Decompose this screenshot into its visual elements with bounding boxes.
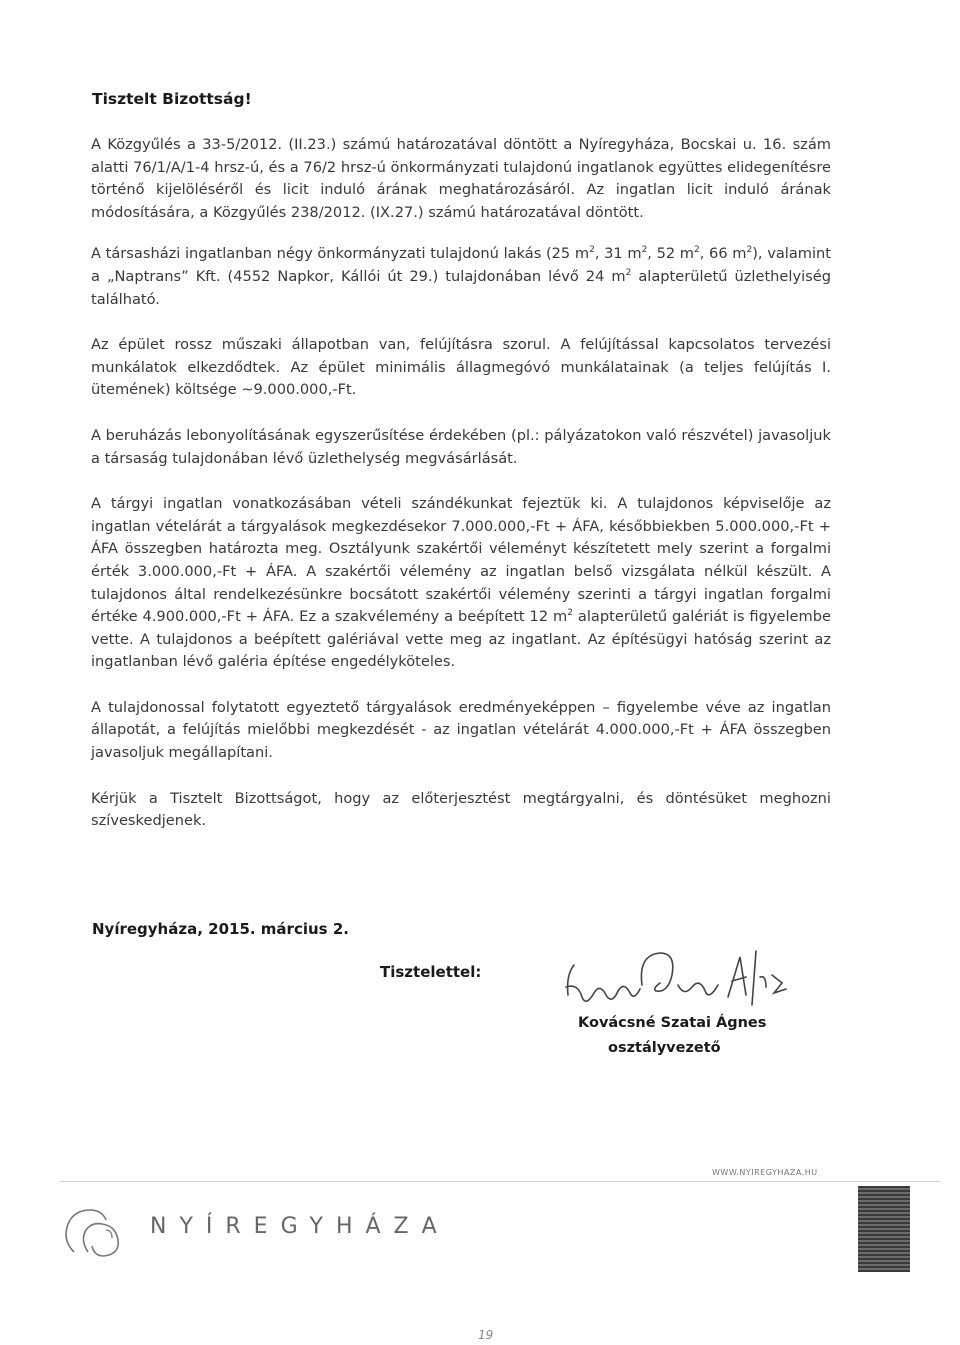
- superscript: 2: [746, 245, 753, 256]
- paragraph-5-text: A tárgyi ingatlan vonatkozásában vételi szándékunkat fejeztük ki. A tulajdonos képviselője az ingatlan vételárát a tárgyalások megkezdésekor 7.000.000,-Ft + ÁFA, későbbiekben 5.000.000,-Ft + ÁFA összegben határozta meg. Osztályunk szakértői véleményt készítetett mely szerint a forgalmi érték 3.000.000,-Ft + ÁFA. A szakértői vélemény az ingatlan belső vizsgálata nélkül készült. A tulajdonos által rendelkezésünkre bocsátott szakértői vélemény szerinti a tárgyi ingatlan forgalmi értéke 4.900.000,-Ft + ÁFA. Ez a szakvélemény a beépített 12 m: [91, 495, 831, 626]
- superscript: 2: [589, 245, 595, 256]
- paragraph-2-text: , 66 m: [699, 245, 747, 263]
- superscript: 2: [641, 245, 648, 256]
- signature-image: [560, 935, 800, 1020]
- footer-url: WWW.NYIREGYHAZA.HU: [712, 1168, 818, 1177]
- page-number: 19: [478, 1328, 494, 1342]
- paragraph-4: A beruházás lebonyolításának egyszerűsítése érdekében (pl.: pályázatokon való részvétel) javasoljuk a társaság tulajdonában lévő üzlethelység megvásárlását.: [91, 426, 831, 467]
- letter-body: [91, 134, 831, 856]
- paragraph-2-text: A társasházi ingatlanban négy önkormányzati tulajdonú lakás (25 m: [91, 245, 590, 263]
- paragraph-5-text: alapterületű galériát is figyelembe vette. A tulajdonos a beépített galériával vette meg az ingatlant. Az építésügyi hatóság szerint az ingatlanban lévő galéria építése engedélyköteles.: [91, 608, 831, 671]
- paragraph-5: [91, 493, 831, 674]
- paragraph-7: Kérjük a Tisztelt Bizottságot, hogy az előterjesztést megtárgyalni, és döntésüket meghozni szíveskedjenek.: [91, 789, 831, 830]
- footer-wordmark: NYÍREGYHÁZA: [150, 1214, 450, 1239]
- paragraph-2-text: alapterületű üzlethelyiség található.: [91, 267, 831, 308]
- paragraph-2-text: ), valamint a „Naptrans” Kft. (4552 Napkor, Kállói út 29.) tulajdonában lévő 24 m: [91, 245, 832, 285]
- nyiregyhaza-logo-icon: [60, 1200, 130, 1260]
- paragraph-2-text: , 52 m: [647, 245, 695, 263]
- footer-gray-block: [858, 1186, 910, 1272]
- paragraph-2: [91, 243, 831, 311]
- place-date: Nyíregyháza, 2015. március 2.: [92, 920, 349, 938]
- signer-name: Kovácsné Szatai Ágnes: [578, 1015, 767, 1031]
- signer-title: osztályvezető: [608, 1040, 721, 1056]
- superscript: 2: [567, 608, 573, 619]
- closing: Tisztelettel:: [380, 963, 482, 981]
- paragraph-1: A Közgyűlés a 33-5/2012. (II.23.) számú határozatával döntött a Nyíregyháza, Bocskai u. 16. szám alatti 76/1/A/1-4 hrsz-ú, és a 76/2 hrsz-ú önkormányzati tulajdonú ingatlanok együttes elidegenítésre történő kijelöléséről és licit induló árának meghatározásáról. Az ingatlan licit induló árának módosítására, a Közgyűlés 238/2012. (IX.27.) számú határozatával döntött.: [91, 136, 831, 221]
- superscript: 2: [625, 268, 632, 279]
- footer-divider: [60, 1181, 940, 1182]
- paragraph-3: Az épület rossz műszaki állapotban van, felújításra szorul. A felújítással kapcsolatos tervezési munkálatok elkezdődtek. Az épület minimális állagmegóvó munkálatainak (a teljes felújítás I. ütemének) költsége ~9.000.000,-Ft.: [91, 336, 831, 399]
- salutation: Tisztelt Bizottság!: [92, 90, 252, 108]
- superscript: 2: [694, 245, 700, 256]
- paragraph-2-text: , 31 m: [594, 245, 642, 263]
- paragraph-6: A tulajdonossal folytatott egyeztető tárgyalások eredményeképpen – figyelembe véve az ingatlan állapotát, a felújítás mielőbbi megkezdését - az ingatlan vételárát 4.000.000,-Ft + ÁFA összegben javasoljuk megállapítani.: [91, 698, 831, 762]
